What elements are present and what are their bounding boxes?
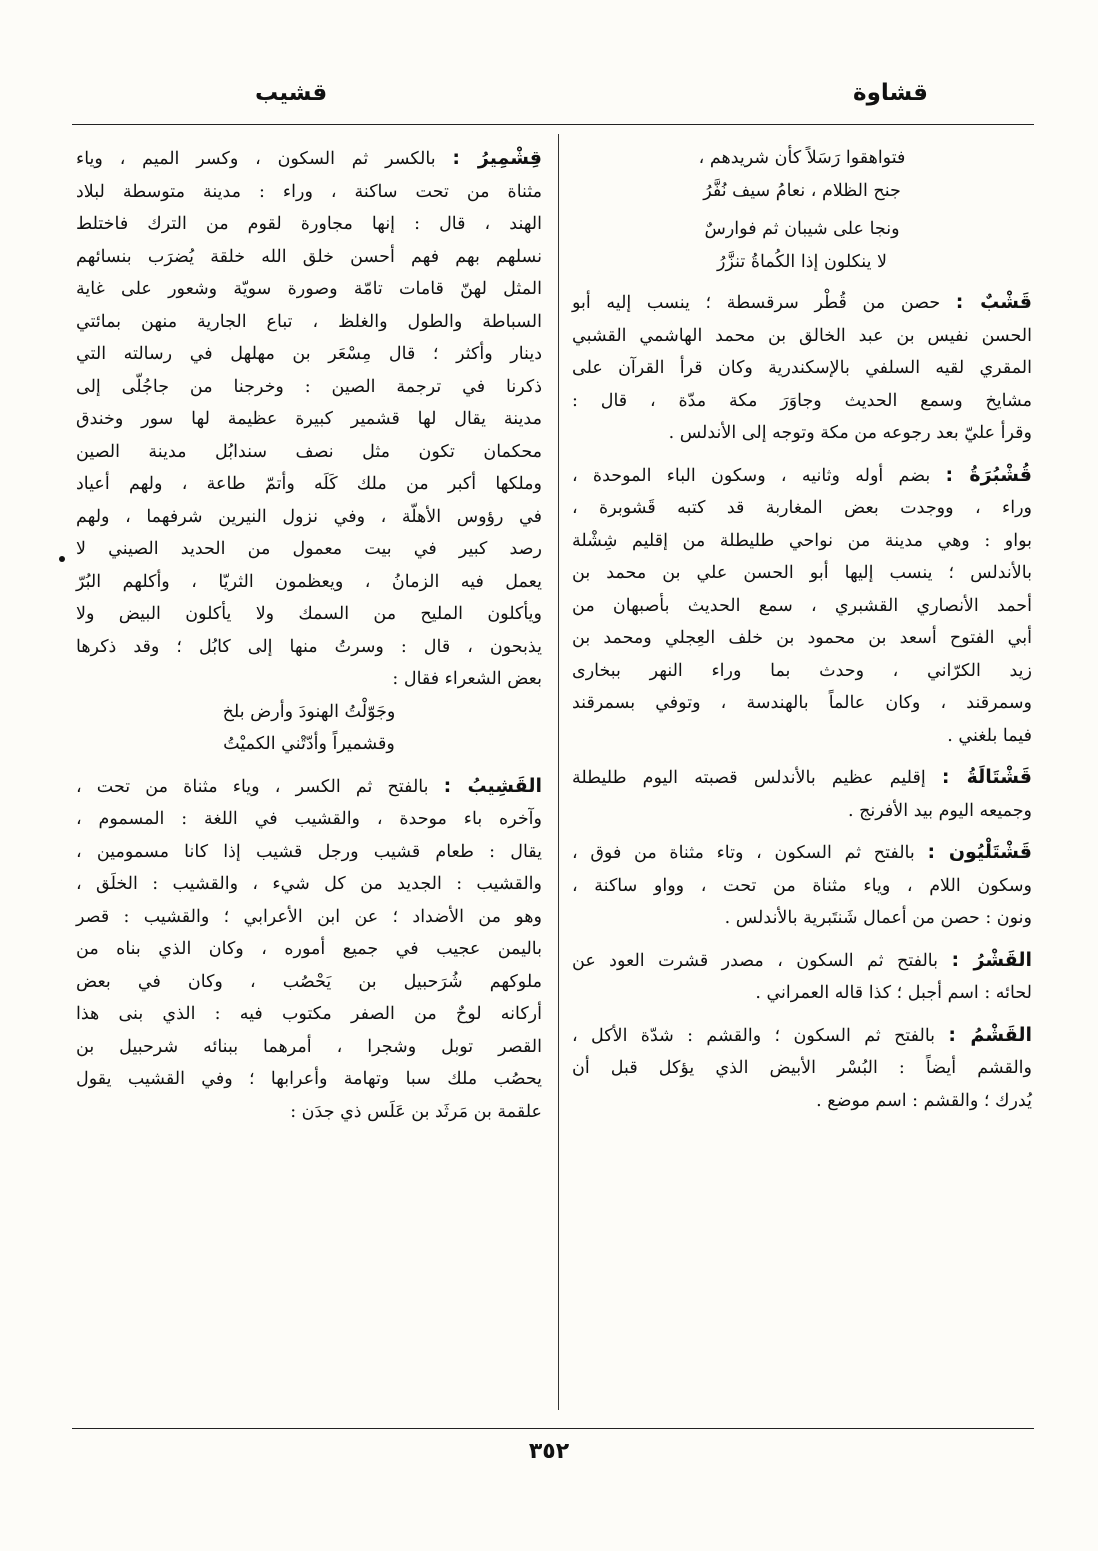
entry-line: القصر توبل وشجرا ، أمرهما ببنائه شرحبيل بن [76, 1036, 542, 1057]
entry-line: بالأندلس ؛ ينسب إليها أبو الحسن علي بن محمد بن [572, 563, 1032, 583]
verse-line: فتواهقوا رَسَلاً كأن شريدهم ، [698, 148, 906, 168]
entry-line: رصد كبير في بيت معمول من الحديد الصيني لا [76, 539, 542, 559]
opening-verses [572, 142, 1032, 278]
header-rule [72, 124, 1034, 125]
entry-line: الهند ، قال : إنها مجاورة لقوم من الترك فاختلط [76, 214, 542, 234]
entry-line: محكمان تكون مثل نصف سندابُل مدينة الصين [76, 441, 542, 462]
entry-line: وراء ، ووجدت بعض المغاربة قد كتبه قَشوبرة ، [572, 498, 1032, 518]
dictionary-entry [572, 761, 1032, 827]
left-entries [76, 142, 542, 1128]
headword: قَشْبٌ : [955, 291, 1032, 313]
entry-text: بضم أوله وثانيه ، وسكون الباء الموحدة ، [572, 465, 931, 486]
entry-line: وسمرقند ، وكان عالماً بالهندسة ، وتوفي بسمرقند [572, 693, 1032, 713]
entry-text: بالفتح ثم السكون ، مصدر قشرت العود عن [572, 950, 938, 971]
entry-line: والقشم أيضاً : البُسْر الأبيض الذي يؤكل قبل أن [572, 1058, 1032, 1078]
entry-line: باليمن عجيب في جميع أموره ، وكان الذي بناه من [76, 939, 542, 959]
entry-line: زيد الكرّاني ، وحدث بما وراء النهر ببخارى [572, 660, 1032, 681]
running-head-left: قشيب [255, 80, 328, 106]
entry-line: مشايخ وسمع الحديث وجاوَرَ مكة مدّة ، قال : [572, 390, 1032, 411]
headword: قِشْمِيرُ : [452, 147, 542, 169]
entry-line [572, 1019, 1032, 1053]
entry-line: فيما بلغني . [947, 725, 1032, 746]
entry-text: بالفتح ثم الكسر ، وياء مثناة من تحت ، [76, 776, 429, 797]
entry-line: ويأكلون المليح من السمك ولا يأكلون البيض ولا [76, 604, 542, 624]
verse-couplet [572, 142, 1032, 207]
entry-line: الحسن نفيس بن عبد الخالق بن محمد الهاشمي القشبي [572, 325, 1032, 346]
entry-line: السباطة والطول والغلظ ، تباع الجارية منهن بمائتي [76, 311, 542, 332]
entry-line: وملكها أكبر من ملك كَلَه وأتمّ طاعة ، ولهم أعياد [76, 474, 542, 494]
entry-line: علقمة بن مَرثَد بن عَلَس ذي جدَن : [290, 1101, 542, 1122]
dictionary-entry [76, 142, 542, 761]
headword: القَشْرُ : [951, 948, 1032, 971]
entry-line: وآخره باء موحدة ، والقشيب في اللغة : المسموم ، [76, 809, 542, 829]
entry-line [572, 944, 1032, 978]
column-divider [558, 134, 559, 1410]
entry-text: بالفتح ثم السكون ؛ والقشم : شدّة الأكل ، [572, 1025, 936, 1046]
entry-line: ونون : حصن من أعمال شَنتَبرية بالأندلس . [724, 908, 1032, 928]
headword: القَشْمُ : [948, 1023, 1032, 1046]
entry-line: دينار وأكثر ؛ قال مِسْعَر بن مهلهل في رسالته التي [76, 344, 542, 364]
dictionary-entry [572, 286, 1032, 450]
entry-line: المثل لهنّ قامات تامّة وصورة سويّة وشعور على غاية [76, 279, 542, 299]
dictionary-entry [572, 836, 1032, 935]
headword: قَشْتَلْيُون : [927, 841, 1032, 863]
entry-line: بواو : وهي مدينة من نواحي طليطلة من إقليم شِشْلة [572, 530, 1032, 551]
right-entries [572, 286, 1032, 1117]
entry-line: المقري لقيه السلفي بالإسكندرية وكان قرأ القرآن على [572, 358, 1033, 378]
entry-text: حصن من قُطْر سرقسطة ؛ ينسب إليه أبو [572, 293, 941, 313]
entry-line: بعض الشعراء فقال : [392, 669, 542, 689]
entry-line: وهو من الأضداد ؛ عن ابن الأعرابي ؛ والقشيب : قصر [76, 906, 542, 927]
entry-line: أبي الفتوح أسعد بن محمود بن خلف العِجلي ومحمد بن [572, 628, 1032, 648]
right-column [572, 142, 1032, 1126]
margin-dot [59, 556, 65, 562]
entry-line: نسلهم بهم فهم أحسن خلق الله خلقة يُضرَب بنسائهم [76, 246, 542, 267]
entry-line: أركانه لوحٌ من الصفر مكتوب فيه : الذي بنى هذا [76, 1004, 542, 1024]
entry-line: أحمد الأنصاري القشبري ، سمع الحديث بأصبهان من [572, 595, 1032, 616]
entry-line: ملوكهم شُرَحبيل بن يَحْصُب ، وكان في بعض [76, 971, 542, 992]
footer-rule [72, 1428, 1034, 1429]
running-head-right: قشاوة [853, 80, 928, 106]
verse-line: وجَوّلْتُ الهنودَ وأرض بلخ [222, 701, 396, 722]
verse-line: ونجا على شيبان ثم فوارسٌ [704, 219, 900, 239]
dictionary-entry [572, 459, 1032, 753]
verse-line: لا ينكلون إذا الكُماةُ تنزَّرُ [717, 251, 887, 272]
headword: القَشِيبُ : [443, 774, 542, 797]
page-number: ٣٥٢ [528, 1439, 570, 1464]
entry-line [572, 761, 1032, 795]
entry-line: والقشيب : الجديد من كل شيء ، والقشيب : الخلَق ، [76, 874, 542, 894]
entry-line: ذكرنا في ترجمة الصين : وخرجنا من جاجُلّى إلى [76, 376, 542, 397]
entry-line [572, 286, 1032, 320]
entry-line: يقال : طعام قشيب ورجل قشيب إذا كانا مسمومين ، [76, 841, 542, 862]
entry-line: يذبحون ، قال : وسرتُ منها إلى كابُل ؛ وقد ذكرها [76, 636, 542, 657]
entry-line: وقرأ عليّ بعد رجوعه من مكة وتوجه إلى الأندلس . [668, 423, 1032, 443]
entry-line [76, 142, 542, 176]
entry-line: في رؤوس الأهلّة ، وفي نزول النيرين شرفهما ، ولهم [76, 506, 542, 527]
entry-line: وسكون اللام ، وياء مثناة من تحت ، وواو ساكنة ، [572, 875, 1032, 896]
entry-line [572, 459, 1032, 493]
entry-text: إقليم عظيم بالأندلس قصبته اليوم طليطلة [572, 768, 926, 788]
headword: قَشْتَالَةُ : [941, 766, 1032, 788]
dictionary-entry [76, 770, 542, 1129]
verse-line: جنح الظلام ، نعامُ سيف نُفَّرُ [703, 180, 901, 201]
entry-line: يحصُب ملك سبا وتهامة وأعرابها ؛ وفي القشيب يقول [76, 1069, 542, 1089]
entry-line [572, 836, 1032, 870]
entry-line: يُدرك ؛ والقشم : اسم موضع . [816, 1090, 1032, 1111]
headword: قُشْبُرَةُ : [945, 463, 1032, 486]
entry-line: وجميعه اليوم بيد الأفرنج . [847, 800, 1032, 821]
dictionary-entry [572, 944, 1032, 1010]
left-column [76, 142, 542, 1137]
dictionary-entry [572, 1019, 1032, 1118]
entry-text: بالفتح ثم السكون ، وتاء مثناة من فوق ، [572, 843, 915, 863]
entry-line: مثناة من تحت ساكنة ، وراء : مدينة متوسطة لبلاد [76, 181, 542, 202]
entry-text: بالكسر ثم السكون ، وكسر الميم ، وياء [76, 149, 436, 169]
verse-couplet [572, 213, 1032, 278]
entry-line: مدينة يقال لها قشمير كبيرة عظيمة لها سور وخندق [76, 409, 542, 429]
entry-line: لحائه : اسم أجبل ؛ كذا قاله العمراني . [755, 983, 1032, 1003]
verse-line: وقشميراً وأدّتْني الكميْتُ [223, 734, 395, 754]
entry-line [76, 770, 542, 804]
entry-line: يعمل فيه الزمانُ ، ويعظمون الثريّا ، وأكلهم البُرّ [76, 571, 542, 592]
entry-verse [76, 696, 542, 761]
